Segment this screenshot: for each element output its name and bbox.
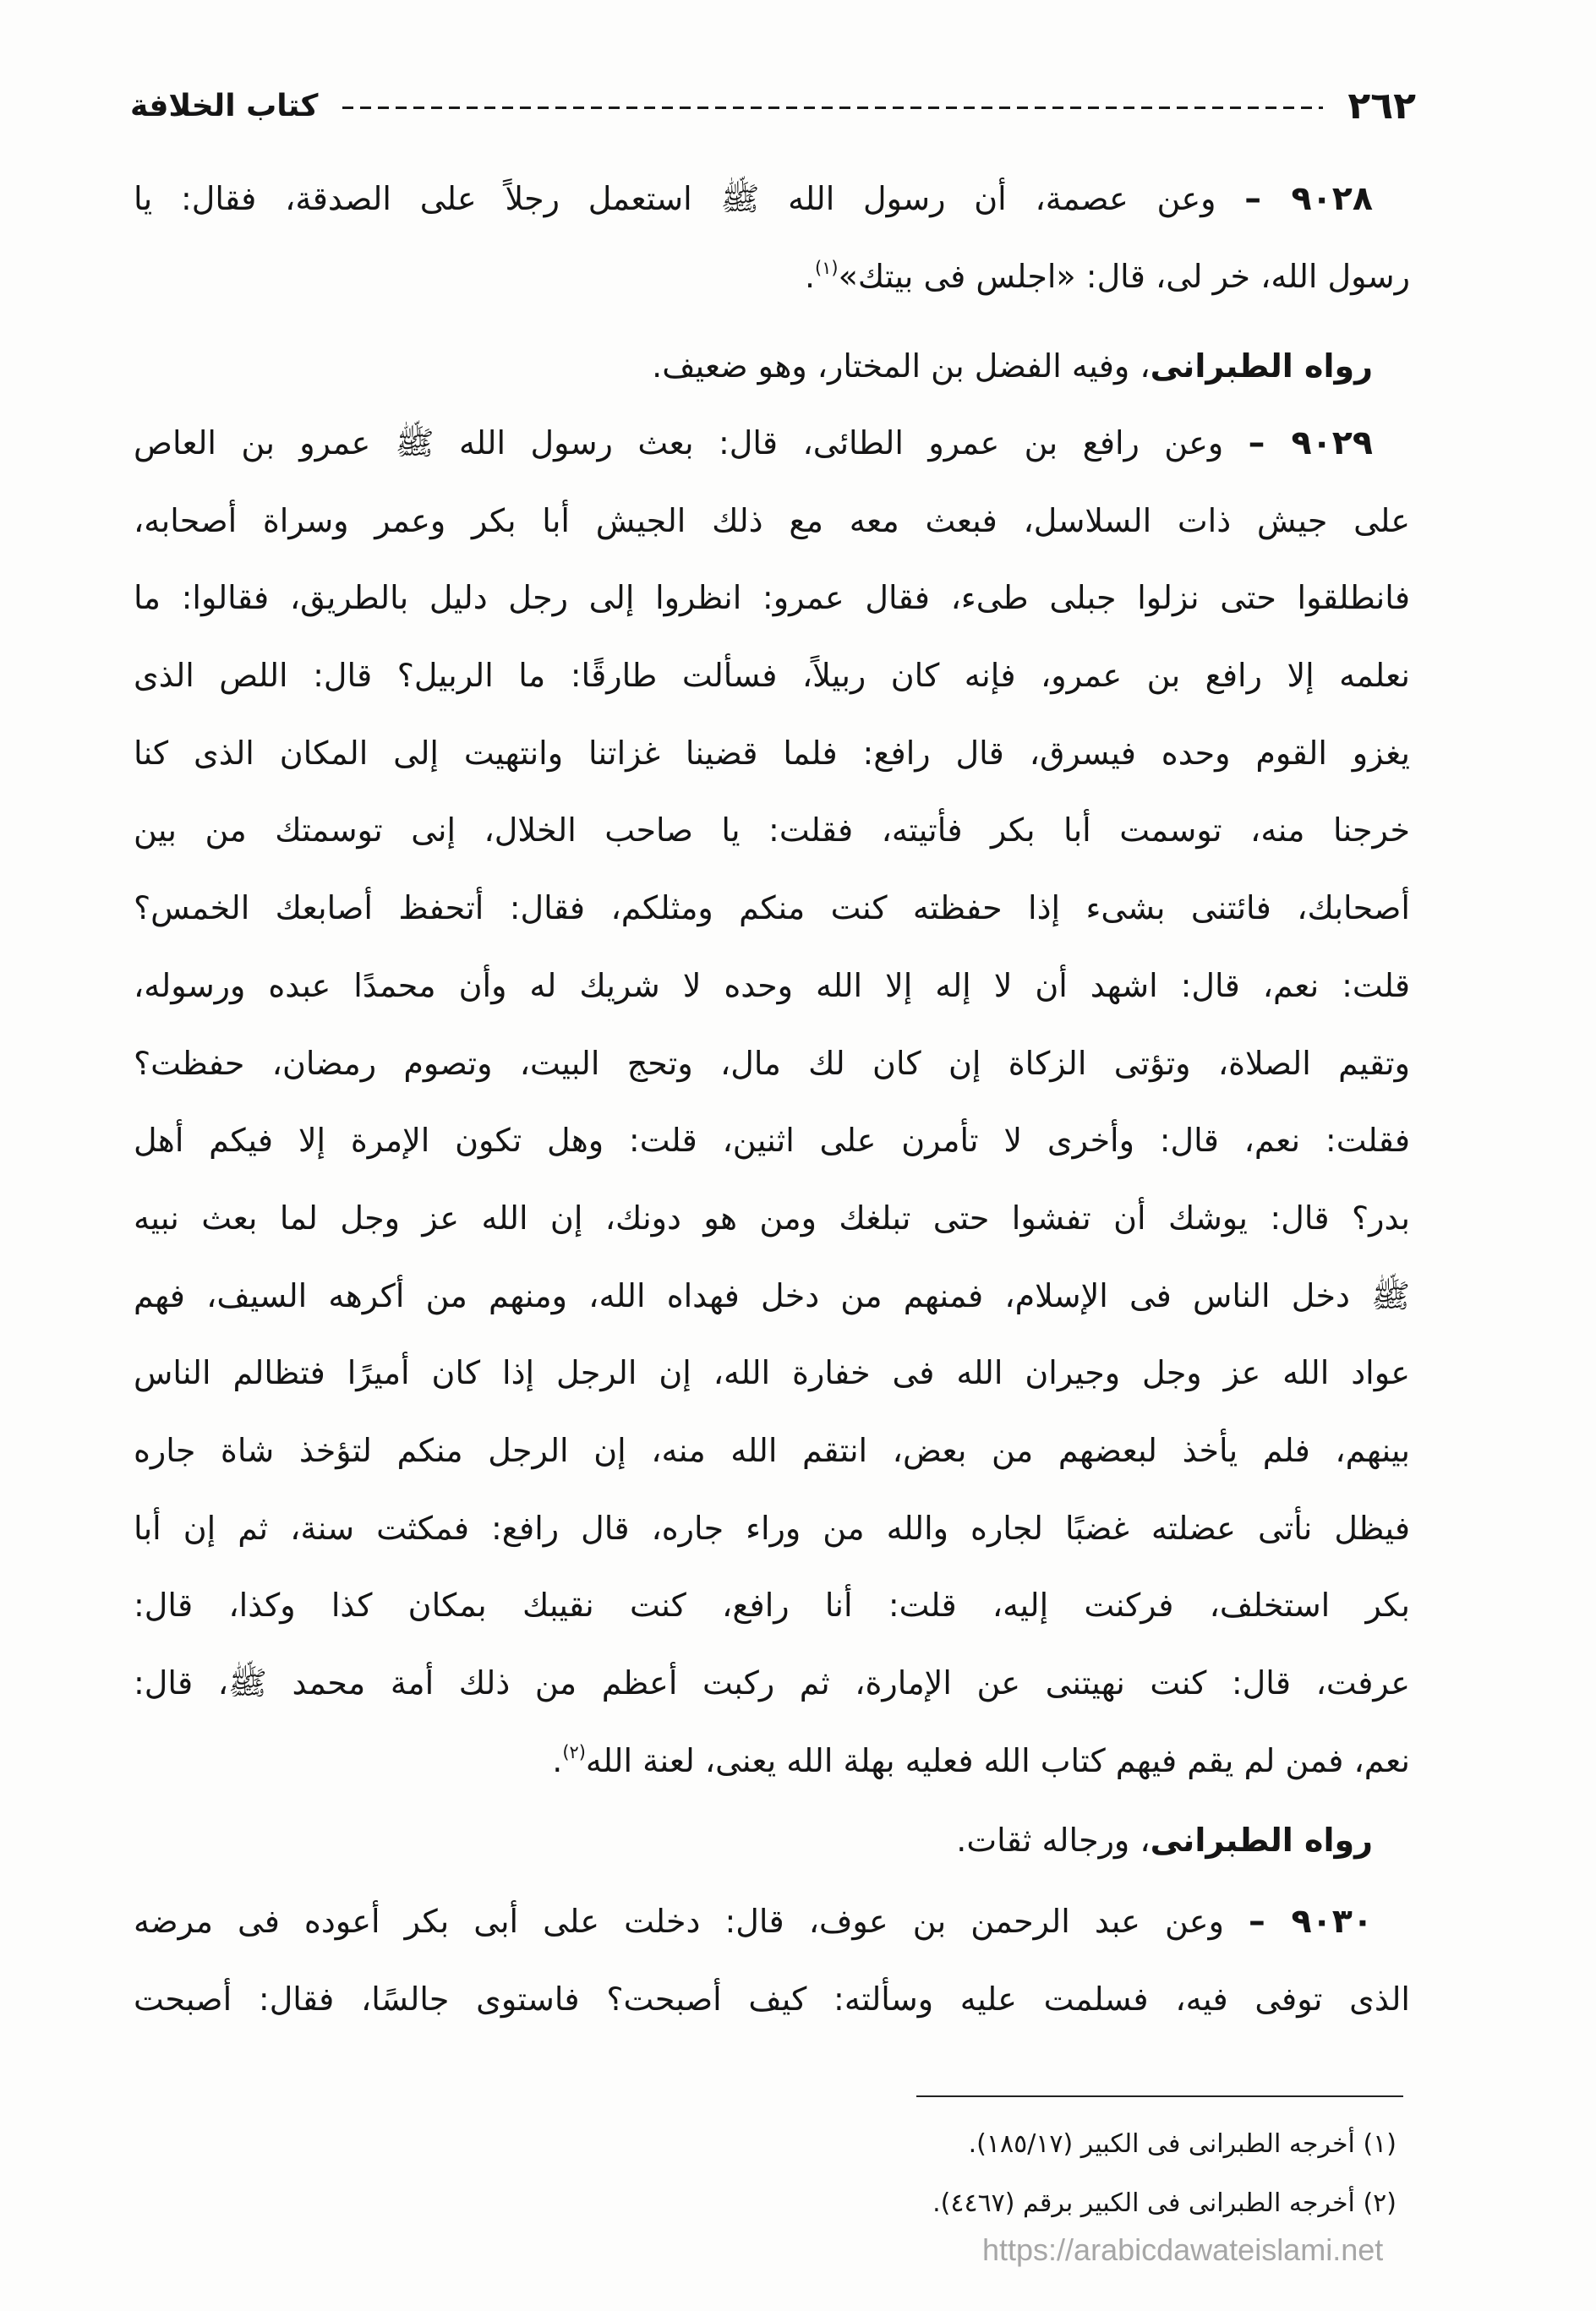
text-line bbox=[134, 1567, 1410, 1645]
line-text: نعلمه إلا رافع بن عمرو، فإنه كان ربيلاً، فسألت طارقًا: ما الربيل؟ قال: اللص الذى bbox=[134, 657, 1410, 695]
grading-9029 bbox=[134, 1802, 1410, 1880]
text-line bbox=[134, 792, 1410, 870]
line-text: ، وفيه الفضل بن المختار، وهو ضعيف. bbox=[652, 347, 1151, 385]
text-line bbox=[134, 715, 1410, 793]
text-line bbox=[134, 1412, 1410, 1490]
hadith-9030 bbox=[134, 1883, 1410, 2038]
text-line bbox=[134, 870, 1410, 948]
footnote-marker: (١) bbox=[1363, 2129, 1396, 2159]
text-line bbox=[134, 1723, 1410, 1800]
line-text: على جيش ذات السلاسل، فبعث معه مع ذلك الجيش أبا بكر وعمر وسراة أصحابه، bbox=[134, 501, 1410, 539]
line-text: عرفت، قال: كنت نهيتنى عن الإمارة، ثم ركبت أعظم من ذلك أمة محمد ﷺ، قال: bbox=[134, 1664, 1410, 1702]
line-text: بدر؟ قال: يوشك أن تفشوا حتى تبلغك ومن هو دونك، إن الله عز وجل لما بعث نبيه bbox=[134, 1199, 1410, 1237]
text-line bbox=[134, 1883, 1410, 1961]
footnote-text: أخرجه الطبرانى فى الكبير برقم (٤٤٦٧). bbox=[932, 2188, 1355, 2218]
text-line bbox=[134, 1025, 1410, 1103]
line-text: فيظل نأتى عضلته غضبًا لجاره والله من وراء جاره، قال رافع: فمكثت سنة، ثم إن أبا bbox=[134, 1509, 1410, 1547]
text-line bbox=[134, 1961, 1410, 2039]
text-line bbox=[134, 238, 1410, 316]
footnote bbox=[636, 2174, 1396, 2233]
text-line bbox=[134, 1490, 1410, 1568]
text-line bbox=[134, 1258, 1410, 1336]
book-title: كتاب الخلافة bbox=[130, 89, 319, 123]
footnote-separator bbox=[916, 2095, 1403, 2097]
source-attribution: رواه الطبرانى bbox=[1150, 347, 1373, 385]
text-line bbox=[134, 948, 1410, 1025]
line-text: رسول الله، خر لى، قال: «اجلس فى بيتك» bbox=[838, 257, 1410, 295]
text-line bbox=[134, 405, 1410, 483]
line-text: ، ورجاله ثقات. bbox=[956, 1822, 1151, 1859]
text-line bbox=[134, 1335, 1410, 1412]
hadith-number: ٩٠٢٨ – bbox=[1244, 179, 1374, 218]
line-text: فقلت: نعم، قال: وأخرى لا تأمرن على اثنين، قلت: وهل تكون الإمرة إلا فيكم أهل bbox=[134, 1122, 1410, 1160]
footnote-ref: (١) bbox=[815, 258, 839, 279]
line-text: خرجنا منه، توسمت أبا بكر فأتيته، فقلت: يا صاحب الخلال، إنى توسمتك من بين bbox=[134, 811, 1410, 850]
text-line bbox=[134, 1645, 1410, 1723]
line-text: عواد الله عز وجل وجيران الله فى خفارة الله، إن الرجل إذا كان أميرًا فتظالم الناس bbox=[134, 1354, 1410, 1392]
page-number: ٢٦٢ bbox=[1347, 85, 1416, 128]
line-text: وعن عبد الرحمن بن عوف، قال: دخلت على أبى بكر أعوده فى مرضه bbox=[134, 1903, 1224, 1940]
line-text: فانطلقوا حتى نزلوا جبلى طىء، فقال عمرو: انظروا إلى رجل دليل بالطريق، فقالوا: ما bbox=[134, 579, 1410, 617]
line-text: نعم، فمن لم يقم فيهم كتاب الله فعليه بهلة الله يعنى، لعنة الله bbox=[585, 1741, 1410, 1779]
hadith-9029 bbox=[134, 405, 1410, 1800]
footnote-ref: (٢) bbox=[562, 1742, 586, 1763]
text-line bbox=[134, 560, 1410, 637]
hadith-9028 bbox=[134, 161, 1410, 315]
line-text: قلت: نعم، قال: اشهد أن لا إله إلا الله وحده لا شريك له وأن محمدًا عبده ورسوله، bbox=[134, 966, 1410, 1004]
footnote bbox=[636, 2115, 1396, 2174]
footnotes bbox=[636, 2115, 1396, 2233]
line-text: الذى توفى فيه، فسلمت عليه وسألته: كيف أصبحت؟ فاستوى جالسًا، فقال: أصبحت bbox=[134, 1980, 1410, 2018]
line-text: وتقيم الصلاة، وتؤتى الزكاة إن كان لك مال، وتحج البيت، وتصوم رمضان، حفظت؟ bbox=[134, 1044, 1410, 1082]
line-text: يغزو القوم وحده فيسرق، قال رافع: فلما قضينا غزاتنا وانتهيت إلى المكان الذى كنا bbox=[134, 734, 1410, 772]
text-line bbox=[134, 483, 1410, 560]
end-mark: . bbox=[804, 257, 816, 295]
grading-9028 bbox=[134, 328, 1410, 406]
line-text: وعن عصمة، أن رسول الله ﷺ استعمل رجلاً على الصدقة، فقال: يا bbox=[134, 180, 1216, 217]
text-line bbox=[134, 161, 1410, 238]
text-line bbox=[134, 1802, 1410, 1880]
text-line bbox=[134, 637, 1410, 715]
footnote-text: أخرجه الطبرانى فى الكبير (١٨٥/١٧). bbox=[968, 2129, 1355, 2159]
text-line bbox=[134, 328, 1410, 406]
source-attribution: رواه الطبرانى bbox=[1150, 1822, 1373, 1859]
hadith-number: ٩٠٢٩ – bbox=[1248, 423, 1373, 462]
line-text: وعن رافع بن عمرو الطائى، قال: بعث رسول الله ﷺ عمرو بن العاص bbox=[134, 424, 1224, 462]
hadith-number: ٩٠٣٠ – bbox=[1249, 1902, 1373, 1941]
watermark-url: https://arabicdawateislami.net bbox=[982, 2232, 1384, 2267]
line-text: ﷺ دخل الناس فى الإسلام، فمنهم من دخل فهداه الله، ومنهم من أكرهه السيف، فهم bbox=[134, 1276, 1410, 1314]
line-text: أصحابك، فائتنى بشىء إذا حفظته كنت منكم ومثلكم، فقال: أتحفظ أصابعك الخمس؟ bbox=[134, 889, 1410, 927]
line-text: بينهم، فلم يأخذ لبعضهم من بعض، انتقم الله منه، إن الرجل منكم لتؤخذ شاة جاره bbox=[134, 1431, 1410, 1469]
line-text: بكر استخلف، فركنت إليه، قلت: أنا رافع، كنت نقيبك بمكان كذا وكذا، قال: bbox=[134, 1587, 1410, 1625]
end-mark: . bbox=[552, 1741, 563, 1779]
footnote-marker: (٢) bbox=[1363, 2188, 1396, 2218]
text-line bbox=[134, 1180, 1410, 1258]
header-dash-rule bbox=[342, 107, 1323, 109]
text-line bbox=[134, 1102, 1410, 1180]
